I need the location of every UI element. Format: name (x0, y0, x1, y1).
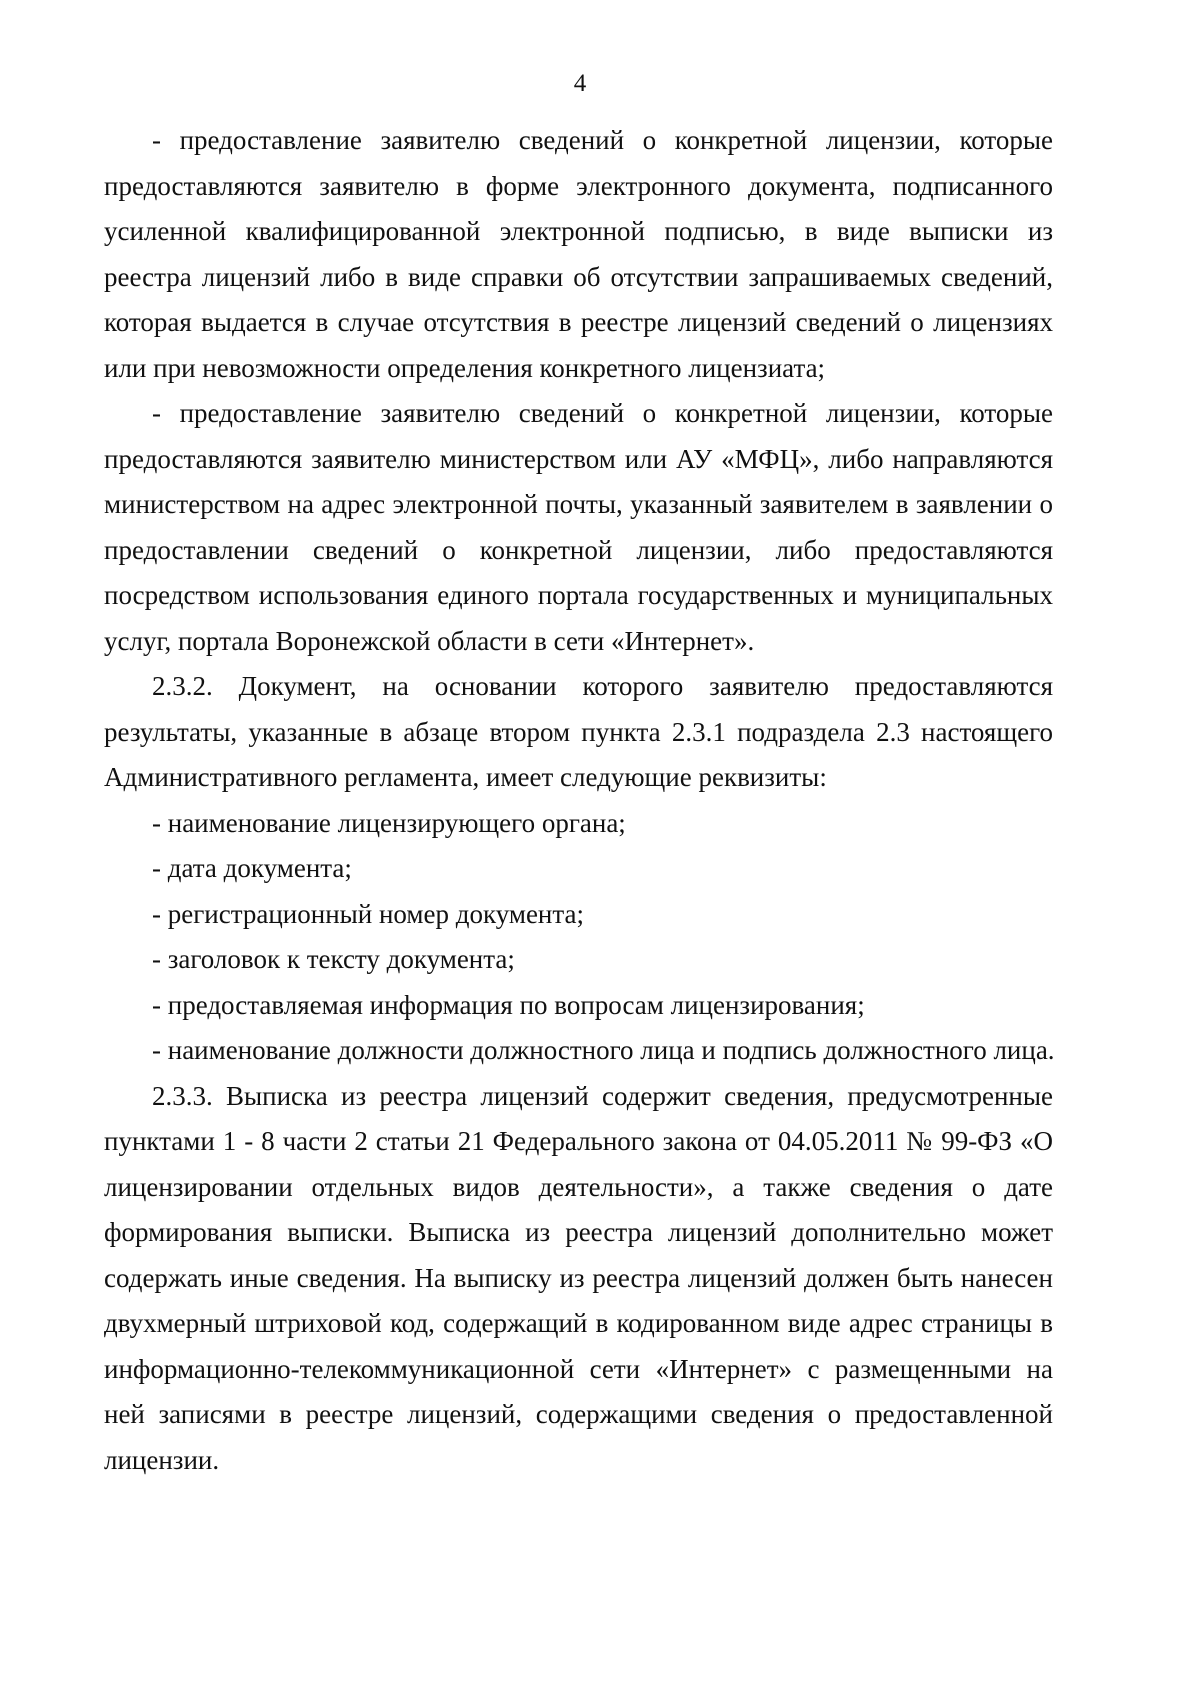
requisite-item: - предоставляемая информация по вопросам лицензирования; (152, 989, 865, 1020)
requisite-item: - заголовок к тексту документа; (152, 944, 515, 974)
requisite-item: - наименование лицензирующего органа; (152, 807, 626, 838)
requisite-item: - дата документа; (152, 853, 352, 883)
paragraph-license-info-delivery: - предоставление заявителю сведений о конкретной лицензии, которые предоставляются заявителю министерством или АУ «МФЦ», либо направляются министерством на адрес электронной почты, указанный заявителем в заявлении о предоставлении сведений о конкретной лицензии, либо предоставляются посредством использования единого портала государственных и муниципальных услуг, портала Воронежской области в сети «Интернет». (104, 398, 1053, 656)
document-body (104, 118, 1053, 1483)
paragraph-2-3-2: 2.3.2. Документ, на основании которого заявителю предоставляются результаты, указанные в абзаце втором пункта 2.3.1 подраздела 2.3 настоящего Административного регламента, имеет следующие реквизиты: (104, 671, 1053, 792)
requisite-item: - наименование должности должностного лица и подпись должностного лица. (152, 1035, 1055, 1065)
paragraph-extract-from-registry: - предоставление заявителю сведений о конкретной лицензии, которые предоставляются заявителю в форме электронного документа, подписанного усиленной квалифицированной электронной подписью, в виде выписки из реестра лицензий либо в виде справки об отсутствии запрашиваемых сведений, которая выдается в случае отсутствия в реестре лицензий сведений о лицензиях или при невозможности определения конкретного лицензиата; (104, 125, 1053, 383)
paragraph-2-3-3: 2.3.3. Выписка из реестра лицензий содержит сведения, предусмотренные пунктами 1 - 8 части 2 статьи 21 Федерального закона от 04.05.2011 № 99-ФЗ «О лицензировании отдельных видов деятельности», а также сведения о дате формирования выписки. Выписка из реестра лицензий дополнительно может содержать иные сведения. На выписку из реестра лицензий должен быть нанесен двухмерный штриховой код, содержащий в кодированном виде адрес страницы в информационно-телекоммуникационной сети «Интернет» с размещенными на ней записями в реестре лицензий, содержащими сведения о предоставленной лицензии. (104, 1080, 1053, 1475)
page-number: 4 (573, 70, 587, 97)
requisite-item: - регистрационный номер документа; (152, 898, 584, 929)
